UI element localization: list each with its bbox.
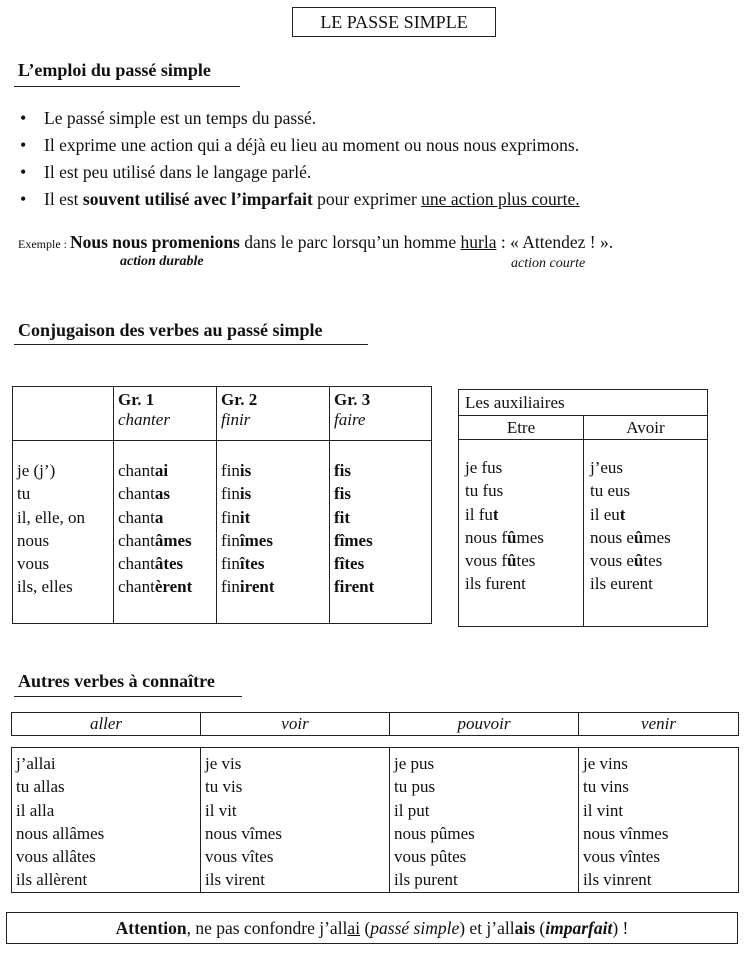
verb-form: il vint [583,800,624,820]
verb-form: tu vins [583,777,629,797]
verb-form: vous allâtes [16,847,96,867]
conjugated-form [334,529,427,552]
bullet-item [20,132,580,159]
conjugated-form [221,575,325,598]
verb-form: nous vînmes [583,823,669,843]
verb-form: vous vîntes [583,847,660,867]
conjugated-form [118,482,212,505]
group-header [330,387,432,441]
verb-form: nous allâmes [16,823,105,843]
avoir-form: tu eus [590,481,631,501]
verb-form: vous pûtes [394,847,467,867]
etre-header: Etre [459,416,584,440]
group-verb: chanter [118,410,170,429]
verb-form: il vit [205,800,237,820]
pronoun: il, elle, on [17,507,85,527]
etre-form: vous fûtes [465,551,536,571]
verb-form: ils purent [394,870,458,890]
aller-column [12,748,201,893]
conjugated-form [221,482,325,505]
attention-ending-imp: ais [514,918,536,938]
etre-form: tu fus [465,481,504,501]
attention-label: Attention [115,918,187,938]
pronoun: ils, elles [17,577,73,597]
verb-header-venir: venir [579,713,739,736]
auxiliaires-title: Les auxiliaires [459,390,708,416]
conjugated-form [334,552,427,575]
verb-ending: âmes [154,530,192,550]
bullet-item [20,105,580,132]
autres-heading: Autres verbes à connaître [18,671,215,691]
verb-ending: is [239,461,252,480]
pronoun: tu [17,484,31,504]
conjugated-form [221,506,325,529]
group-number: Gr. 2 [221,390,258,409]
conjugated-form [334,575,427,598]
verb-form: vous vîtes [205,847,274,867]
conjugated-form [118,506,212,529]
verb-form: tu pus [394,777,436,797]
verb-form: nous pûmes [394,823,475,843]
corner-cell [13,387,114,441]
verb-stem: fin [221,554,240,574]
pronoun: vous [17,554,50,574]
emploi-heading-rule [14,86,240,87]
verb-form: il alla [16,800,55,820]
verb-form: je pus [394,754,435,773]
verb-form: je vins [583,754,628,773]
verb-stem: chant [118,484,155,504]
verb-form: il put [394,800,430,820]
verb-ending: fîmes [334,530,373,550]
group-header [114,387,217,441]
verb-stem: fin [221,507,240,527]
verb-ending: îtes [239,554,265,574]
verb-ending: firent [334,577,375,597]
etre-form: il fut [465,504,499,524]
bullet-text: Il est [44,189,83,209]
verb-ending: as [154,484,170,504]
verb-ending: irent [239,577,275,597]
verb-stem: fin [221,577,240,597]
verb-stem: chant [118,554,155,574]
conjugated-form [334,506,427,529]
verb-ending: it [239,507,251,527]
verb-stem: chant [118,577,155,597]
bullet-text: Il est peu utilisé dans le langage parlé. [44,162,312,182]
conjugaison-heading: Conjugaison des verbes au passé simple [18,320,323,340]
verb-stem: chant [118,530,155,550]
attention-text: ( [360,918,371,938]
attention-text: ( [535,918,546,938]
conjugated-form [334,482,427,505]
verb-header-aller: aller [12,713,201,736]
verb-form: tu vis [205,777,243,797]
verb-stem: chant [118,507,155,527]
group1-column [114,441,217,624]
verb-ending: fis [334,484,351,504]
avoir-form: nous eûmes [590,527,671,547]
attention-tense-imp: imparfait [545,918,613,938]
verb-form: j’allai [16,754,56,773]
verb-stem: fin [221,484,240,504]
group-verb: faire [334,410,366,429]
page-title: LE PASSE SIMPLE [292,7,496,37]
bullet-underlined-text: une action plus courte. [421,189,580,209]
verbs-body-table [11,747,739,893]
verb-stem: fin [221,530,240,550]
example-text: dans le parc lorsqu’un homme [239,232,461,252]
verb-ending: ai [154,461,169,480]
verbs-header-table [11,712,739,736]
avoir-form: il eut [590,504,626,524]
attention-text: ) et j’all [459,918,515,938]
attention-text: ) ! [612,918,629,938]
example-label: Exemple : [18,237,70,251]
autres-heading-rule [14,696,242,697]
group-number: Gr. 1 [118,390,155,409]
note-courte: action courte [511,256,586,271]
attention-ending-ps: ai [347,918,361,938]
example-verb: hurla [460,232,497,252]
auxiliaires-table [458,389,708,627]
conjugated-form [118,575,212,598]
bullet-item [20,159,580,186]
conjugaison-table [12,386,432,624]
etre-form: ils furent [465,574,526,594]
group3-column [330,441,432,624]
conjugated-form [221,529,325,552]
conjugated-form [118,552,212,575]
verb-ending: îmes [239,530,273,550]
conjugated-form [334,459,427,482]
verb-ending: fis [334,461,351,480]
etre-column [459,440,584,627]
attention-box [6,912,738,944]
verb-ending: èrent [154,577,193,597]
conjugated-form [221,552,325,575]
verb-ending: fit [334,507,351,527]
conjugated-form [221,459,325,482]
attention-text: , ne pas confondre j’all [186,918,348,938]
pronoun: nous [17,530,50,550]
bullet-bold-text: souvent utilisé avec l’imparfait [82,189,313,209]
bullet-item [20,186,580,213]
pronoun: je (j’) [17,461,56,480]
attention-tense-ps: passé simple [370,918,460,938]
group-verb: finir [221,410,251,429]
etre-form: nous fûmes [465,527,544,547]
avoir-header: Avoir [584,416,708,440]
group2-column [217,441,330,624]
verb-ending: fîtes [334,554,365,574]
verb-ending: is [239,484,252,504]
example-text-end: : « Attendez ! ». [496,232,614,252]
group-header [217,387,330,441]
bullet-text: Il exprime une action qui a déjà eu lieu au moment ou nous nous exprimons. [44,135,580,155]
avoir-column [584,440,708,627]
group-number: Gr. 3 [334,390,371,409]
conjugated-form [118,529,212,552]
conjugaison-heading-rule [14,344,368,345]
verb-stem: chant [118,461,155,480]
example-bold: Nous nous promenions [69,232,240,252]
verb-stem: fin [221,461,240,480]
verb-form: nous vîmes [205,823,282,843]
avoir-form: ils eurent [590,574,653,594]
voir-column [201,748,390,893]
verb-ending: a [154,507,164,527]
note-durable: action durable [120,254,204,269]
verb-form: ils virent [205,870,265,890]
verb-ending: âtes [154,554,184,574]
pouvoir-column [390,748,579,893]
bullet-text: pour exprimer [312,189,422,209]
pronoun-column [13,441,114,624]
example-line [18,232,613,253]
avoir-form: j’eus [590,458,624,477]
verb-header-pouvoir: pouvoir [390,713,579,736]
verb-form: ils vinrent [583,870,652,890]
verb-form: ils allèrent [16,870,88,890]
etre-form: je fus [465,458,503,477]
conjugated-form [118,459,212,482]
verb-header-voir: voir [201,713,390,736]
verb-form: je vis [205,754,242,773]
venir-column [579,748,739,893]
emploi-bullets [20,105,580,213]
avoir-form: vous eûtes [590,551,663,571]
bullet-text: Le passé simple est un temps du passé. [44,108,317,128]
emploi-heading: L’emploi du passé simple [18,60,211,80]
verb-form: tu allas [16,777,65,797]
